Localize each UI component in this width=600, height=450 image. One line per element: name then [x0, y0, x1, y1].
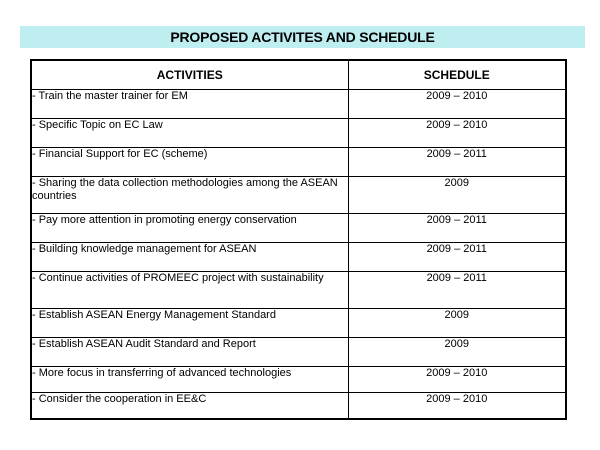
schedule-cell: 2009 – 2011	[348, 243, 566, 272]
schedule-cell: 2009	[348, 309, 566, 338]
activities-schedule-table	[30, 59, 567, 420]
schedule-cell: 2009 – 2011	[348, 214, 566, 243]
activity-cell: - Financial Support for EC (scheme)	[31, 148, 348, 177]
table-row	[31, 367, 566, 393]
table-row	[31, 309, 566, 338]
table-row	[31, 393, 566, 419]
activity-cell: - Sharing the data collection methodologies among the ASEAN countries	[31, 177, 348, 214]
schedule-cell: 2009	[348, 338, 566, 367]
schedule-cell: 2009 – 2010	[348, 367, 566, 393]
activity-cell: - Specific Topic on EC Law	[31, 119, 348, 148]
schedule-cell: 2009 – 2010	[348, 119, 566, 148]
schedule-header: SCHEDULE	[348, 60, 566, 90]
activity-cell: - Train the master trainer for EM	[31, 90, 348, 119]
schedule-cell: 2009 – 2010	[348, 393, 566, 419]
table-row	[31, 119, 566, 148]
page-title: PROPOSED ACTIVITES AND SCHEDULE	[170, 29, 435, 45]
activity-cell: - Consider the cooperation in EE&C	[31, 393, 348, 419]
activity-cell: - Establish ASEAN Energy Management Standard	[31, 309, 348, 338]
activity-cell: - Pay more attention in promoting energy conservation	[31, 214, 348, 243]
table-row	[31, 177, 566, 214]
table-row	[31, 214, 566, 243]
table-header-row	[31, 60, 566, 90]
activity-cell: - More focus in transferring of advanced technologies	[31, 367, 348, 393]
table-row	[31, 338, 566, 367]
schedule-cell: 2009 – 2010	[348, 90, 566, 119]
table-row	[31, 272, 566, 309]
table-row	[31, 90, 566, 119]
schedule-cell: 2009	[348, 177, 566, 214]
activity-cell: - Building knowledge management for ASEAN	[31, 243, 348, 272]
activities-header: ACTIVITIES	[31, 60, 348, 90]
title-banner	[20, 26, 585, 48]
table-row	[31, 148, 566, 177]
schedule-cell: 2009 – 2011	[348, 148, 566, 177]
schedule-cell: 2009 – 2011	[348, 272, 566, 309]
table-row	[31, 243, 566, 272]
activity-cell: - Continue activities of PROMEEC project with sustainability	[31, 272, 348, 309]
activity-cell: - Establish ASEAN Audit Standard and Report	[31, 338, 348, 367]
